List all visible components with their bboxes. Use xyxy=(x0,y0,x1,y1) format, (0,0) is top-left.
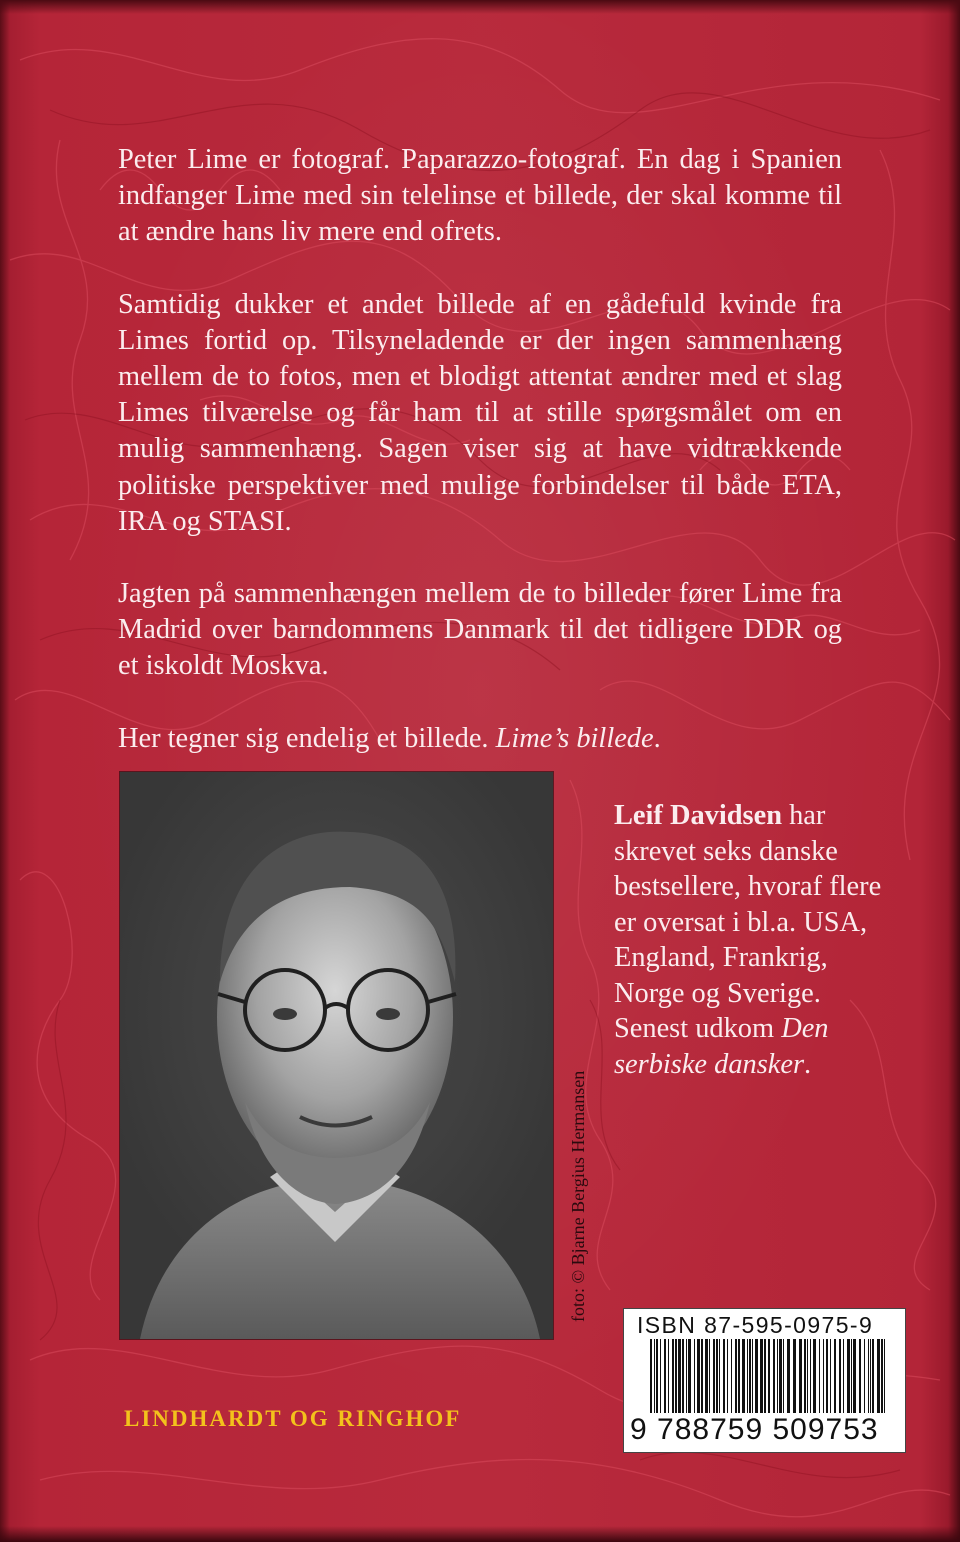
blurb-closing-period: . xyxy=(653,722,661,754)
photo-credit: foto: © Bjarne Bergius Hermansen xyxy=(568,1070,588,1322)
bio-text: har skrevet seks danske bestsellere, hvoraf flere er oversat i bl.a. USA, England, Frankrig, Norge og Sverige. xyxy=(614,800,882,1009)
author-photo xyxy=(120,772,553,1339)
isbn-number: ISBN 87-595-0975-9 xyxy=(637,1312,874,1338)
barcode-bars xyxy=(650,1339,890,1413)
author-portrait-illustration xyxy=(120,772,553,1339)
author-bio xyxy=(614,798,904,1082)
latest-book-period: . xyxy=(804,1048,812,1080)
book-title-italic: Lime’s billede xyxy=(495,722,654,754)
author-name: Leif Davidsen xyxy=(614,800,782,831)
publisher-name: LINDHARDT OG RINGHOF xyxy=(124,1406,462,1431)
isbn-barcode xyxy=(623,1308,906,1453)
blurb-paragraph-2: Samtidig dukker et andet billede af en gådefuld kvinde fra Limes fortid op. Tilsyneladende er der ingen sammenhæng mellem de to fotos, men et blodigt attentat ændrer med et slag Limes tilværelse og får ham til at stille spørgsmålet om en mulig sammenhæng. Sagen viser sig at have vidtrækkende politiske perspektiver med mulige forbindelser til både ETA, IRA og STASI. xyxy=(118,288,842,537)
ean-number: 9 788759 509753 xyxy=(630,1413,879,1446)
latest-book-title: Den serbiske dansker xyxy=(614,1013,829,1080)
blurb-closing-text: Her tegner sig endelig et billede. xyxy=(118,722,496,754)
blurb-paragraph-3: Jagten på sammenhængen mellem de to billeder fører Lime fra Madrid over barndommens Danmark til det tidligere DDR og et iskoldt Moskva. xyxy=(118,578,842,682)
blurb-text xyxy=(118,142,842,793)
blurb-paragraph-1: Peter Lime er fotograf. Paparazzo-fotograf. En dag i Spanien indfanger Lime med sin telelinse et billede, der skal komme til at ændre hans liv mere end ofrets. xyxy=(118,144,842,248)
latest-book-prefix: Senest udkom xyxy=(614,1013,782,1044)
blurb-paragraph-4 xyxy=(118,721,842,757)
